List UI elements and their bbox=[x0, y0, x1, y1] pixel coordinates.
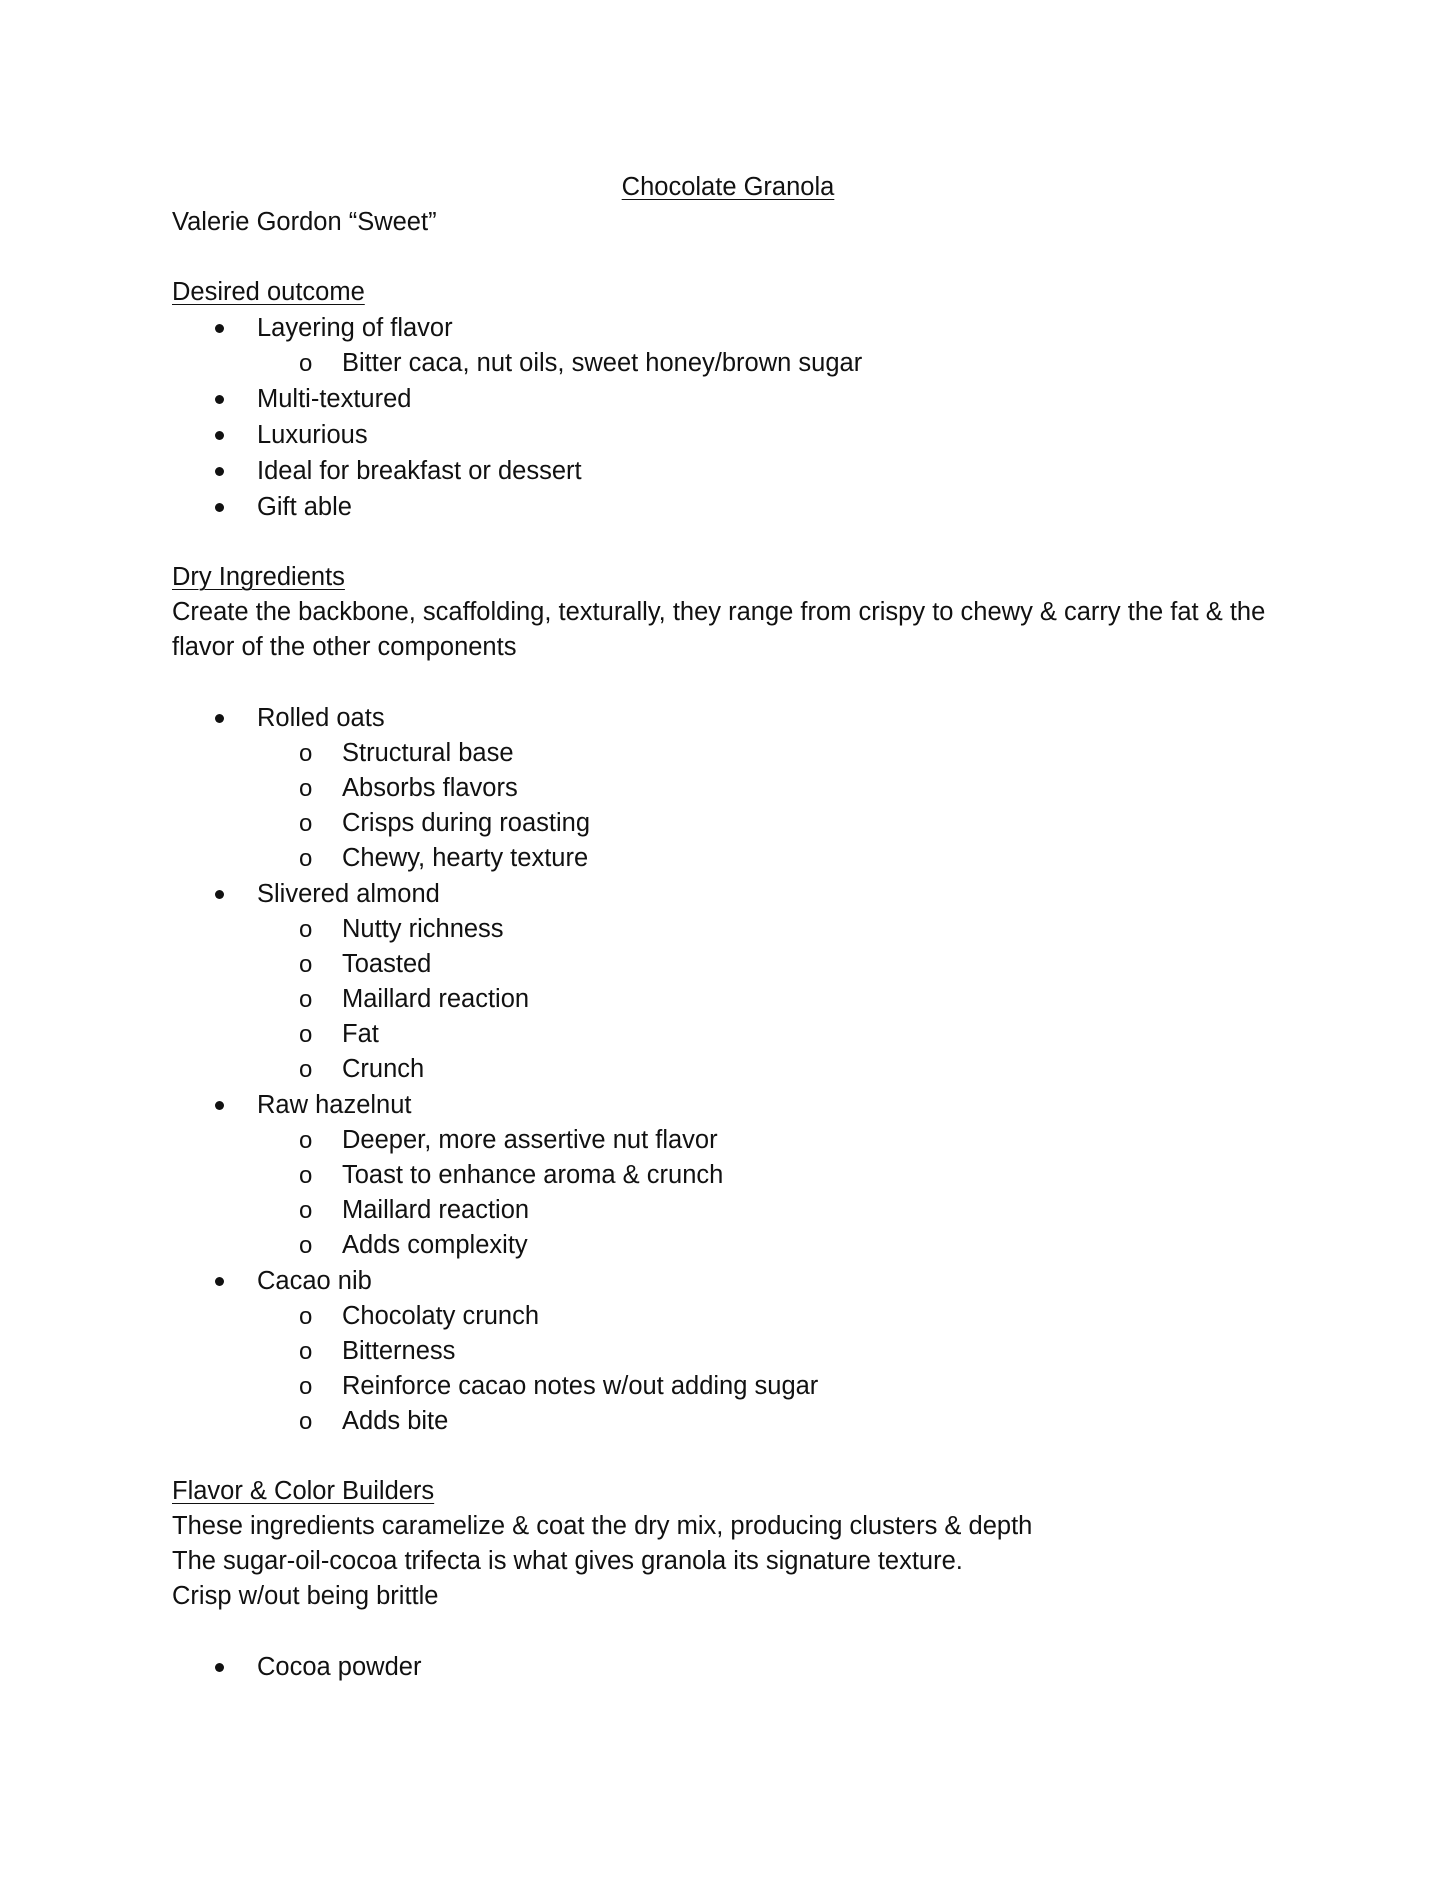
sub-bullet-item: o Fat bbox=[257, 1017, 1302, 1052]
recipe-source: Valerie Gordon “Sweet” bbox=[172, 208, 437, 236]
sub-bullet-item: o Toasted bbox=[257, 947, 1302, 982]
desired-outcome-list bbox=[172, 310, 1302, 525]
bullet-item-label: Rolled oats bbox=[257, 704, 385, 732]
bullet-item bbox=[172, 381, 1302, 417]
bullet-item-label: Cocoa powder bbox=[257, 1653, 422, 1681]
spacer bbox=[172, 1439, 1302, 1474]
section-heading-flavor-color-builders: Flavor & Color Builders bbox=[172, 1477, 435, 1505]
bullet-item bbox=[172, 1087, 1302, 1263]
bullet-item bbox=[172, 700, 1302, 876]
sub-bullet-item: o Crunch bbox=[257, 1052, 1302, 1087]
sub-bullet-item: o Deeper, more assertive nut flavor bbox=[257, 1123, 1302, 1158]
page-content bbox=[172, 170, 1302, 1685]
flavor-description-line: The sugar-oil-cocoa trifecta is what gives granola its signature texture. bbox=[172, 1547, 963, 1575]
bullet-item-label: Slivered almond bbox=[257, 880, 440, 908]
sub-bullet-item: o Chocolaty crunch bbox=[257, 1299, 1302, 1334]
flavor-description-line: These ingredients caramelize & coat the dry mix, producing clusters & depth bbox=[172, 1512, 1033, 1540]
section-heading-desired-outcome: Desired outcome bbox=[172, 278, 365, 306]
sub-bullet-list bbox=[257, 1123, 1302, 1263]
sub-bullet-list bbox=[257, 346, 1302, 381]
bullet-item bbox=[172, 310, 1302, 381]
sub-bullet-item: o Bitterness bbox=[257, 1334, 1302, 1369]
bullet-item bbox=[172, 1263, 1302, 1439]
sub-bullet-list bbox=[257, 912, 1302, 1087]
dry-ingredients-description: Create the backbone, scaffolding, texturally, they range from crispy to chewy & carry the fat & the flavor of the other components bbox=[172, 598, 1266, 661]
sub-bullet-item: o Chewy, hearty texture bbox=[257, 841, 1302, 876]
bullet-item bbox=[172, 417, 1302, 453]
bullet-item-label: Layering of flavor bbox=[257, 314, 453, 342]
sub-bullet-item: o Crisps during roasting bbox=[257, 806, 1302, 841]
flavor-builders-list bbox=[172, 1649, 1302, 1685]
bullet-item-label: Luxurious bbox=[257, 421, 368, 449]
bullet-item-label: Raw hazelnut bbox=[257, 1091, 412, 1119]
spacer bbox=[172, 525, 1302, 560]
sub-bullet-item: o Bitter caca, nut oils, sweet honey/brown sugar bbox=[257, 346, 1302, 381]
sub-bullet-item: o Maillard reaction bbox=[257, 982, 1302, 1017]
sub-bullet-item: o Nutty richness bbox=[257, 912, 1302, 947]
spacer bbox=[172, 665, 1302, 700]
bullet-item bbox=[172, 1649, 1302, 1685]
sub-bullet-item: o Toast to enhance aroma & crunch bbox=[257, 1158, 1302, 1193]
section-heading-dry-ingredients: Dry Ingredients bbox=[172, 563, 345, 591]
dry-ingredients-list bbox=[172, 700, 1302, 1439]
bullet-item bbox=[172, 489, 1302, 525]
bullet-item bbox=[172, 453, 1302, 489]
bullet-item-label: Gift able bbox=[257, 493, 352, 521]
sub-bullet-list bbox=[257, 1299, 1302, 1439]
spacer bbox=[172, 1614, 1302, 1649]
sub-bullet-item: o Maillard reaction bbox=[257, 1193, 1302, 1228]
sub-bullet-item: o Structural base bbox=[257, 736, 1302, 771]
sub-bullet-list bbox=[257, 736, 1302, 876]
bullet-item-label: Multi-textured bbox=[257, 385, 412, 413]
sub-bullet-item: o Absorbs flavors bbox=[257, 771, 1302, 806]
sub-bullet-item: o Reinforce cacao notes w/out adding sugar bbox=[257, 1369, 1302, 1404]
bullet-item-label: Ideal for breakfast or dessert bbox=[257, 457, 582, 485]
spacer bbox=[172, 240, 1302, 275]
sub-bullet-item: o Adds complexity bbox=[257, 1228, 1302, 1263]
flavor-description-line: Crisp w/out being brittle bbox=[172, 1582, 439, 1610]
sub-bullet-item: o Adds bite bbox=[257, 1404, 1302, 1439]
bullet-item bbox=[172, 876, 1302, 1087]
page-title: Chocolate Granola bbox=[621, 173, 835, 201]
bullet-item-label: Cacao nib bbox=[257, 1267, 372, 1295]
